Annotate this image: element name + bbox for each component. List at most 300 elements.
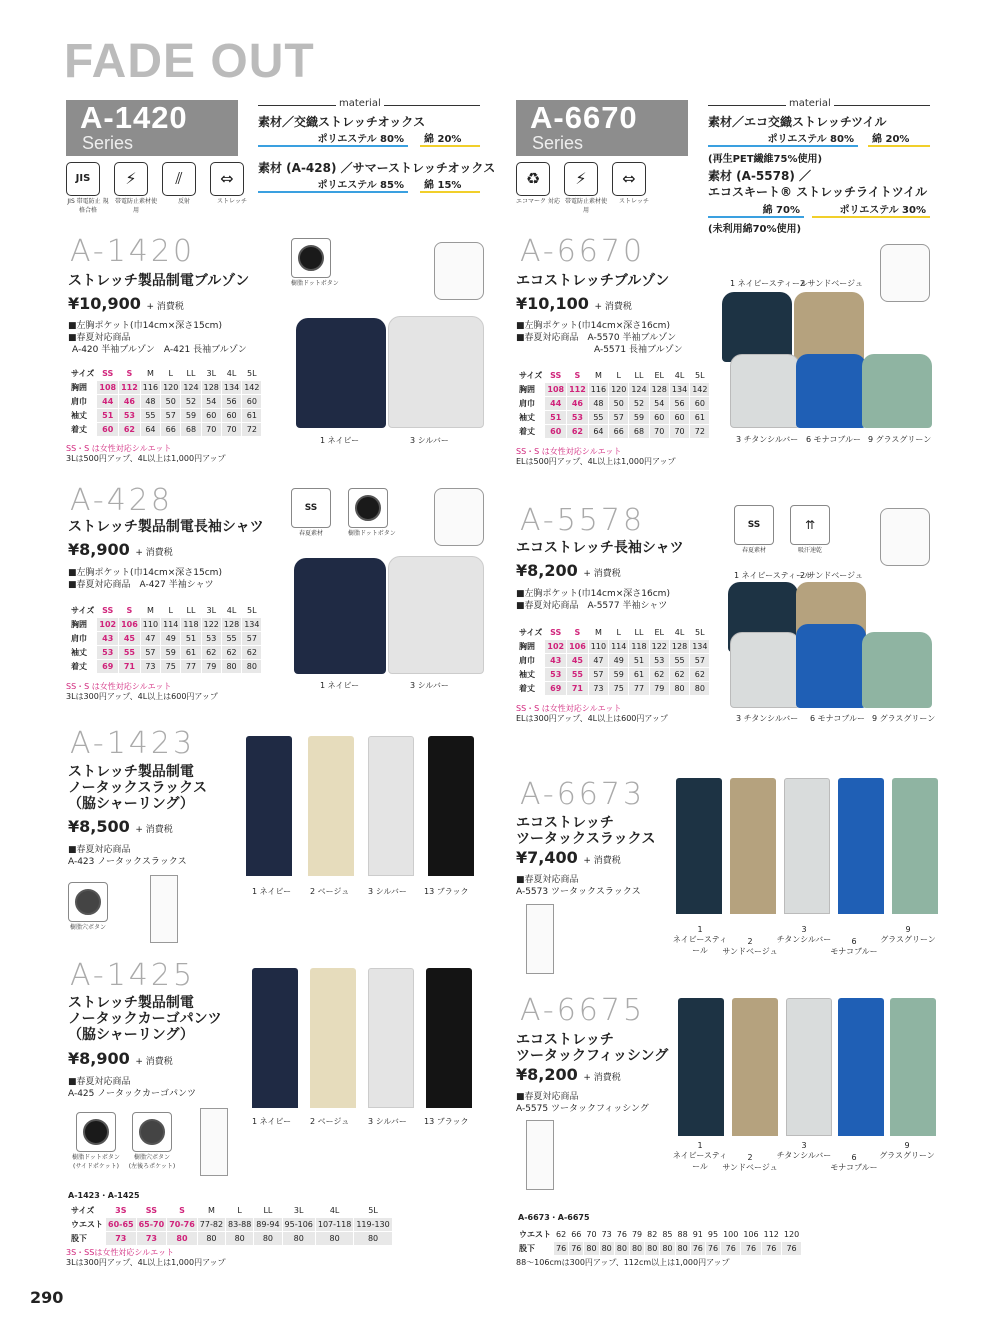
pants-monaco — [838, 998, 884, 1136]
color-label: 3 シルバー — [410, 436, 449, 445]
table-cell: 47 — [140, 632, 160, 646]
table-cell: 51 — [181, 632, 201, 646]
price-value: ¥8,900 — [68, 1049, 130, 1068]
pants-navy — [246, 736, 292, 876]
pants-beige — [308, 736, 354, 876]
table-cell: 128 — [649, 383, 669, 397]
product-price — [516, 1065, 621, 1084]
table-cell: 53 — [649, 654, 669, 668]
pants-grass — [890, 998, 936, 1136]
table-cell: 80 — [197, 1232, 225, 1246]
table-cell: 59 — [181, 409, 201, 423]
table-cell: 47 — [588, 654, 608, 668]
product-name: エコストレッチブルゾン — [516, 273, 670, 289]
material-note: (未利用綿70%使用) — [708, 224, 802, 235]
table-cell: 79 — [201, 660, 221, 674]
table-cell: 46 — [119, 395, 141, 409]
table-cell: 45 — [567, 654, 589, 668]
table-cell: 53 — [567, 411, 589, 425]
table-row — [69, 367, 262, 381]
table-cell: 49 — [609, 654, 629, 668]
material-cotton: 綿 15% — [420, 176, 480, 193]
table-cell: L — [609, 369, 629, 383]
table-cell: S — [119, 367, 141, 381]
row-header: 肩巾 — [517, 654, 545, 668]
table-cell: LL — [629, 369, 649, 383]
table-cell: 75 — [609, 682, 629, 696]
page-number: 290 — [30, 1288, 64, 1307]
table-cell: 80 — [226, 1232, 254, 1246]
table-cell: 118 — [629, 640, 649, 654]
color-label: 9 グラスグリーン — [868, 435, 932, 444]
row-header: 袖丈 — [517, 668, 545, 682]
jacket-sand — [794, 292, 864, 362]
table-cell: S — [567, 369, 589, 383]
table-cell: 80 — [167, 1232, 198, 1246]
product-code: A-6670 — [520, 234, 646, 269]
table-cell: 110 — [588, 640, 608, 654]
quickdry-icon: ⇈ — [790, 505, 830, 545]
table-cell: 80 — [354, 1232, 392, 1246]
table-cell: 55 — [669, 654, 689, 668]
footnote-line: SS・S は女性対応シルエット — [516, 704, 622, 713]
table-cell: 73 — [588, 682, 608, 696]
color-label: 3 シルバー — [368, 887, 407, 896]
button-badge — [68, 882, 108, 931]
table-cell: 108 — [545, 383, 567, 397]
table-cell: LL — [181, 604, 201, 618]
price-value: ¥8,200 — [516, 1065, 578, 1084]
table-cell: 4L — [221, 604, 241, 618]
note-line: A-5575 ツータックフィッシング — [516, 1104, 649, 1114]
table-cell: 57 — [609, 411, 629, 425]
table-cell: 79 — [629, 1228, 644, 1242]
table-row — [69, 409, 262, 423]
product-name: エコストレッチ長袖シャツ — [516, 540, 684, 556]
color-label: 6 モナコブルー — [810, 714, 865, 723]
pants-beige — [310, 968, 356, 1108]
antistatic-icon: ⚡ — [564, 162, 598, 196]
table-cell: 73 — [140, 660, 160, 674]
color-label: 3 チタンシルバー — [736, 714, 799, 723]
color-label: 9 グラスグリーン — [879, 1141, 935, 1160]
product-notes — [68, 320, 247, 356]
table-cell: 80 — [242, 660, 262, 674]
table-cell: 60-65 — [106, 1218, 137, 1232]
size-table — [516, 625, 710, 696]
pants-sand — [730, 778, 776, 914]
price-value: ¥10,100 — [516, 294, 589, 313]
footnote-line: SS・S は女性対応シルエット — [66, 682, 172, 691]
table-cell: 62 — [649, 668, 669, 682]
table-cell: 76 — [614, 1228, 629, 1242]
series-code: A-6670 — [530, 100, 638, 135]
pants-sketch — [150, 875, 178, 943]
note-line: ■春夏対応商品 — [516, 875, 579, 885]
table-cell: 100 — [721, 1228, 741, 1242]
table-cell: 76 — [690, 1242, 705, 1256]
table-cell: 4L — [669, 369, 689, 383]
note-line: ■春夏対応商品 A-5577 半袖シャツ — [516, 601, 668, 611]
jacket-sketch — [434, 242, 484, 300]
product-notes — [516, 320, 683, 356]
table-cell: SS — [136, 1204, 167, 1218]
name-line: ストレッチ製品制電 — [68, 995, 194, 1011]
table-cell: 102 — [545, 640, 567, 654]
footnote — [66, 682, 218, 702]
shirt-icon: SS — [734, 505, 774, 545]
table-cell: 95-106 — [282, 1218, 315, 1232]
table-cell: 76 — [705, 1242, 720, 1256]
footnote-line: 3Lは300円アップ、4L以上は600円アップ — [66, 692, 218, 701]
pants-navy — [252, 968, 298, 1108]
table-cell: 60 — [690, 397, 710, 411]
table-cell: 62 — [201, 646, 221, 660]
table-cell: 60 — [649, 411, 669, 425]
icon-label: JIS 帯電防止 規格合格 — [67, 198, 109, 214]
row-header: サイズ — [517, 369, 545, 383]
table-cell: M — [140, 604, 160, 618]
product-name: ストレッチ製品制電長袖シャツ — [68, 519, 264, 535]
table-cell: 80 — [660, 1242, 675, 1256]
shirt-silver — [388, 556, 484, 674]
feature-icons-left — [66, 162, 254, 214]
table-cell: 80 — [669, 682, 689, 696]
table-row — [517, 383, 710, 397]
note-line: A-425 ノータックカーゴパンツ — [68, 1089, 196, 1099]
tax-label: + 消費税 — [135, 548, 173, 558]
name-line: ストレッチ製品制電 — [68, 764, 194, 780]
table-cell: 51 — [545, 411, 567, 425]
product-code: A-1423 — [70, 726, 196, 761]
table-cell: 5L — [690, 369, 710, 383]
pants-silver — [368, 736, 414, 876]
table-cell: 122 — [201, 618, 221, 632]
row-header: 着丈 — [69, 660, 97, 674]
table-cell: 64 — [588, 425, 608, 439]
table-cell: 70 — [649, 425, 669, 439]
material-poly: ポリエステル 30% — [812, 201, 930, 218]
row-header: 股下 — [517, 1242, 554, 1256]
jacket-sketch — [880, 244, 930, 302]
table-cell: 76 — [569, 1242, 584, 1256]
table-cell: 59 — [161, 646, 181, 660]
table-cell: 51 — [97, 409, 119, 423]
pants-sand — [732, 998, 778, 1136]
table-row — [517, 411, 710, 425]
table-cell: 53 — [119, 409, 141, 423]
table-cell: 66 — [569, 1228, 584, 1242]
table-cell: 53 — [97, 646, 119, 660]
product-notes — [68, 1076, 196, 1100]
table-cell: 3L — [201, 367, 221, 381]
name-line: エコストレッチ — [516, 815, 614, 831]
footnote-line: ELは300円アップ、4L以上は600円アップ — [516, 714, 668, 723]
table-row — [517, 369, 710, 383]
jacket-titan — [730, 354, 800, 428]
table-cell: 76 — [741, 1242, 761, 1256]
table-cell: 80 — [254, 1232, 282, 1246]
table-cell: 49 — [161, 632, 181, 646]
table-cell: 62 — [669, 668, 689, 682]
table-cell: 128 — [221, 618, 241, 632]
table-row — [517, 682, 710, 696]
material-label: material — [336, 98, 384, 109]
price-value: ¥10,900 — [68, 294, 141, 313]
icon-label: エコマーク 対応 — [516, 198, 560, 205]
product-price — [68, 817, 173, 836]
color-label: 6 モナコブルー — [830, 1153, 878, 1172]
row-header: 袖丈 — [69, 646, 97, 660]
table-cell: 70 — [201, 423, 221, 437]
footnote-line: SS・S は女性対応シルエット — [516, 447, 622, 456]
pants-grass — [892, 778, 938, 914]
table-cell: S — [167, 1204, 198, 1218]
series-banner-left — [66, 100, 238, 156]
button-badge — [124, 1112, 180, 1170]
table-cell: 120 — [781, 1228, 801, 1242]
note-line: ■春夏対応商品 A-427 半袖シャツ — [68, 580, 214, 590]
name-line: ツータックスラックス — [516, 831, 656, 847]
name-line: （脇シャーリング） — [68, 796, 194, 812]
table-cell: 134 — [242, 618, 262, 632]
table-row — [69, 660, 262, 674]
series-sub: Series — [82, 133, 134, 153]
table-cell: 69 — [545, 682, 567, 696]
pants-sketch — [526, 904, 554, 974]
row-header: 袖丈 — [517, 411, 545, 425]
table-cell: 57 — [242, 632, 262, 646]
name-line: （脇シャーリング） — [68, 1027, 194, 1043]
footnote-line: 3S・SSは女性対応シルエット — [66, 1248, 174, 1257]
table-cell: 45 — [119, 632, 141, 646]
name-line: ツータックフィッシング — [516, 1048, 669, 1064]
row-header: サイズ — [517, 626, 545, 640]
quickdry-badge — [790, 505, 830, 554]
product-price — [516, 848, 621, 867]
table-cell: 106 — [567, 640, 589, 654]
row-header: 着丈 — [69, 423, 97, 437]
badge-label: 樹脂ドットボタン (サイドポケット) — [72, 1154, 120, 1170]
product-code: A-1425 — [70, 958, 196, 993]
table-cell: 112 — [119, 381, 141, 395]
material-2: 素材 (A-5578) ／ — [708, 169, 811, 183]
product-code: A-1420 — [70, 234, 196, 269]
table-cell: 51 — [629, 654, 649, 668]
price-value: ¥8,900 — [68, 540, 130, 559]
material-cotton: 綿 20% — [420, 130, 480, 147]
table-row — [517, 668, 710, 682]
price-value: ¥8,500 — [68, 817, 130, 836]
table-cell: 119-130 — [354, 1218, 392, 1232]
table-cell: S — [119, 604, 141, 618]
badge-label: 樹脂穴ボタン — [69, 924, 106, 931]
table-cell: 124 — [181, 381, 201, 395]
table-cell: 68 — [181, 423, 201, 437]
table-cell: LL — [254, 1204, 282, 1218]
table-cell: M — [140, 367, 160, 381]
tax-label: + 消費税 — [583, 569, 621, 579]
table-cell: 75 — [161, 660, 181, 674]
table-row — [69, 632, 262, 646]
table-cell: 76 — [781, 1242, 801, 1256]
table-cell: 43 — [545, 654, 567, 668]
color-label: 9 グラスグリーン — [872, 714, 936, 723]
stretch-icon: ⇔ — [612, 162, 646, 196]
table-cell: 128 — [201, 381, 221, 395]
note-line: A-5573 ツータックスラックス — [516, 887, 641, 897]
table-cell: 79 — [649, 682, 669, 696]
table-cell: 5L — [242, 604, 262, 618]
table-cell: LL — [629, 626, 649, 640]
table-cell: M — [197, 1204, 225, 1218]
note-line: A-5571 長袖ブルゾン — [594, 345, 683, 355]
table-cell: 46 — [567, 397, 589, 411]
table-cell: 43 — [97, 632, 119, 646]
material-2: 素材 (A-428) ／サマーストレッチオックス — [258, 161, 496, 175]
table-cell: 70-76 — [167, 1218, 198, 1232]
table-cell: 120 — [609, 383, 629, 397]
table-row — [69, 395, 262, 409]
product-price — [68, 294, 184, 313]
pants-black — [426, 968, 472, 1108]
table-cell: 62 — [221, 646, 241, 660]
table-cell: 70 — [221, 423, 241, 437]
color-label: 13 ブラック — [424, 887, 469, 896]
shirt-monaco — [796, 624, 866, 708]
pants-size-table — [516, 1227, 802, 1256]
table-cell: 77-82 — [197, 1218, 225, 1232]
footnote — [516, 447, 675, 467]
pants-sketch — [200, 1108, 228, 1176]
table-cell: 91 — [690, 1228, 705, 1242]
material-poly: ポリエステル 80% — [258, 130, 408, 147]
material-1: 素材／エコ交織ストレッチツイル — [708, 115, 887, 129]
icon-label: 反射 — [177, 198, 190, 205]
icon-label: ストレッチ — [619, 198, 649, 205]
jacket-silver — [388, 316, 484, 428]
table-cell: 80 — [690, 682, 710, 696]
color-label: 6 モナコブルー — [830, 937, 878, 956]
row-header: サイズ — [69, 367, 97, 381]
table-cell: 60 — [201, 409, 221, 423]
table-cell: 4L — [315, 1204, 353, 1218]
table-cell: EL — [649, 369, 669, 383]
stretch-icon: ⇔ — [210, 162, 244, 196]
table-cell: 52 — [629, 397, 649, 411]
material-1: 素材／交織ストレッチオックス — [258, 115, 426, 129]
table-cell: 114 — [161, 618, 181, 632]
table-cell: 76 — [721, 1242, 741, 1256]
table-row — [517, 640, 710, 654]
size-table — [68, 366, 262, 437]
table-title: A-1423・A-1425 — [68, 1191, 140, 1200]
color-label: 2 サンドベージュ — [800, 571, 863, 580]
table-cell: 66 — [161, 423, 181, 437]
product-notes — [516, 1091, 649, 1115]
button-badge — [291, 238, 339, 287]
table-cell: 55 — [588, 411, 608, 425]
table-cell: 55 — [140, 409, 160, 423]
color-label: 2 サンドベージュ — [800, 279, 863, 288]
table-cell: 80 — [675, 1242, 690, 1256]
table-cell: SS — [97, 367, 119, 381]
row-header: サイズ — [69, 1204, 106, 1218]
pants-size-table — [68, 1203, 393, 1246]
table-row — [517, 654, 710, 668]
table-cell: 122 — [649, 640, 669, 654]
table-cell: 76 — [554, 1242, 569, 1256]
tax-label: + 消費税 — [583, 856, 621, 866]
antistatic-icon: ⚡ — [114, 162, 148, 196]
product-notes — [68, 844, 187, 868]
jacket-navy — [296, 318, 386, 428]
table-cell: 80 — [282, 1232, 315, 1246]
table-cell: 60 — [221, 409, 241, 423]
badge-label: 樹脂穴ボタン (左後ろポケット) — [128, 1154, 176, 1170]
row-header: 胸囲 — [517, 640, 545, 654]
table-cell: 80 — [629, 1242, 644, 1256]
note-line: A-420 半袖ブルゾン A-421 長袖ブルゾン — [72, 345, 247, 355]
table-row — [517, 626, 710, 640]
table-cell: 60 — [545, 425, 567, 439]
table-cell: 102 — [97, 618, 119, 632]
row-header: 胸囲 — [69, 381, 97, 395]
feature-icons-right — [516, 162, 656, 214]
badge-label: 樹脂ドットボタン — [348, 530, 396, 537]
material-note: (再生PET繊維75%使用) — [708, 154, 823, 165]
footnote-line: 3Lは300円アップ、4L以上は1,000円アップ — [66, 1258, 226, 1267]
table-cell: 89-94 — [254, 1218, 282, 1232]
color-label: 3 チタンシルバー — [736, 435, 799, 444]
row-header: 胸囲 — [517, 383, 545, 397]
color-label: 1 ネイビースティール — [734, 571, 812, 580]
table-cell: L — [226, 1204, 254, 1218]
row-header: 着丈 — [517, 682, 545, 696]
icon-label: 帯電防止素材使用 — [564, 198, 607, 214]
table-row — [69, 423, 262, 437]
material-2b: エコスキート® ストレッチライトツイル — [708, 185, 928, 199]
table-cell: 65-70 — [136, 1218, 167, 1232]
row-header: ウエスト — [69, 1218, 106, 1232]
footnote — [66, 1248, 226, 1268]
badge-label: 樹脂ドットボタン — [291, 280, 339, 287]
row-header: 股下 — [69, 1232, 106, 1246]
product-price — [516, 561, 621, 580]
product-name: ストレッチ製品制電ブルゾン — [68, 273, 250, 289]
table-cell: 62 — [554, 1228, 569, 1242]
table-cell: LL — [181, 367, 201, 381]
table-cell: 107-118 — [315, 1218, 353, 1232]
footnote — [516, 704, 668, 724]
name-line: ノータックスラックス — [68, 780, 208, 796]
dot-button-icon — [355, 495, 381, 521]
table-cell: 73 — [136, 1232, 167, 1246]
footnote-line: ELは500円アップ、4L以上は1,000円アップ — [516, 457, 676, 466]
table-cell: SS — [545, 626, 567, 640]
color-label: 3 シルバー — [410, 681, 449, 690]
reflect-icon: ⫽ — [162, 162, 196, 196]
table-cell: 106 — [741, 1228, 761, 1242]
table-cell: 82 — [645, 1228, 660, 1242]
material-label: material — [786, 98, 834, 109]
jacket-monaco — [796, 354, 866, 428]
color-label: 2 ベージュ — [310, 887, 350, 896]
table-cell: 71 — [119, 660, 141, 674]
table-cell: M — [588, 369, 608, 383]
table-cell: 116 — [140, 381, 160, 395]
pants-navysteel — [678, 998, 724, 1136]
